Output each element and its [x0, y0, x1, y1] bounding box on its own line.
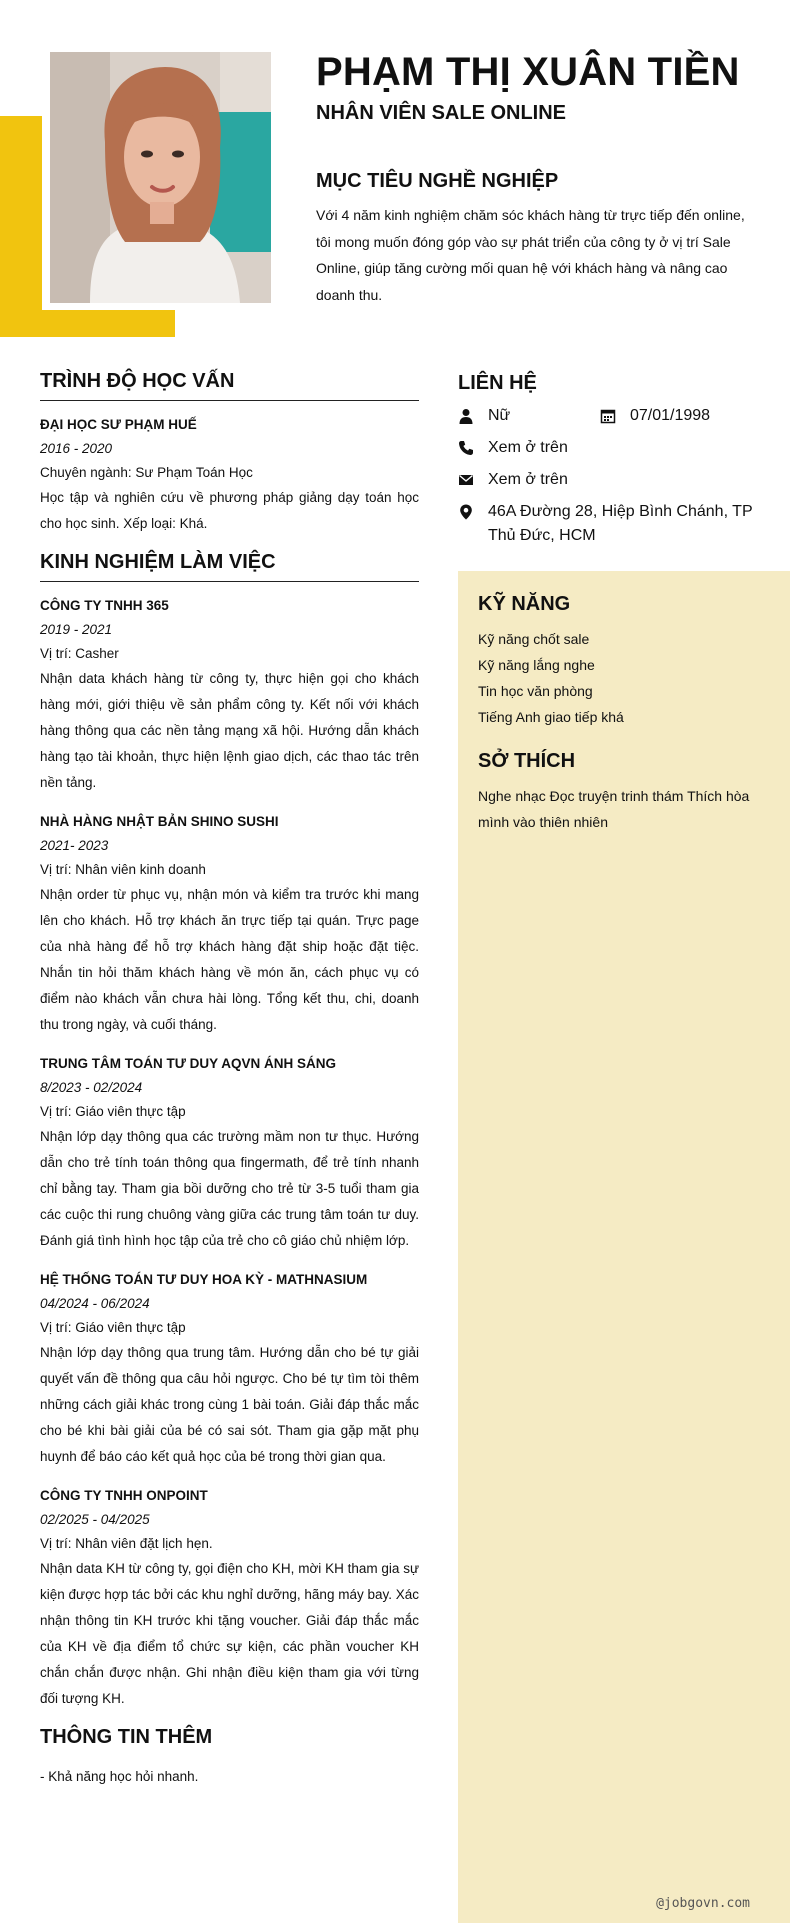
hobbies-title: SỞ THÍCH — [478, 750, 576, 772]
education-desc: Học tập và nghiên cứu về phương pháp giảng dạy toán học cho học sinh. Xếp loại: Khá. — [40, 490, 419, 531]
profile-photo-illustration — [50, 52, 271, 303]
phone-icon — [458, 440, 474, 456]
accent-bar-vertical — [0, 116, 42, 337]
experience-company: NHÀ HÀNG NHẬT BẢN SHINO SUSHI — [40, 814, 279, 829]
experience-company: CÔNG TY TNHH 365 — [40, 598, 169, 613]
experience-entry — [40, 1268, 419, 1470]
contact-address — [458, 500, 758, 548]
objective-text: Với 4 năm kinh nghiệm chăm sóc khách hàng từ trực tiếp đến online, tôi mong muốn đóng góp vào sự phát triển của công ty ở vị trí Sale Online, giúp tăng cường mối quan hệ với khách hàng và nâng cao doanh thu. — [316, 207, 745, 303]
experience-desc: Nhận lớp dạy thông qua trung tâm. Hướng dẫn cho bé tự giải quyết vấn đề thông qua câu hỏi ngược. Cho bé tự tìm tòi thêm những cách giải khác trong cùng 1 bài toán. Giải đáp thắc mắc cho bé khi bài giải của bé có sai sót. Tham gia gặp mặt phụ huynh để báo cáo kết quả học của bé trong thời gian qua. — [40, 1345, 419, 1464]
profile-photo — [50, 52, 271, 303]
location-pin-icon — [458, 504, 474, 520]
contact-phone — [458, 436, 568, 460]
contact-title: LIÊN HỆ — [458, 372, 537, 394]
contact-phone-value: Xem ở trên — [488, 439, 568, 456]
contact-email-value: Xem ở trên — [488, 471, 568, 488]
education-major: Chuyên ngành: Sư Phạm Toán Học — [40, 465, 253, 480]
contact-birthday — [600, 404, 710, 428]
contact-address-value: 46A Đường 28, Hiệp Bình Chánh, TP Thủ Đức, HCM — [488, 503, 753, 544]
experience-company: CÔNG TY TNHH ONPOINT — [40, 1488, 208, 1503]
contact-email — [458, 468, 568, 492]
extra-info-text: - Khả năng học hỏi nhanh. — [40, 1769, 199, 1784]
education-title: TRÌNH ĐỘ HỌC VẤN — [40, 370, 419, 401]
experience-desc: Nhận lớp dạy thông qua các trường mầm non tư thục. Hướng dẫn cho trẻ tính toán thông qua fingermath, để trẻ tính nhanh chỉ bằng tay. Tham gia bồi dưỡng cho trẻ từ 3-5 tuổi tham gia các cuộc thi rung chuông vàng giữa các trung tâm toán tư duy. Đánh giá tình hình học tập của trẻ cho cô giáo chủ nhiệm lớp. — [40, 1129, 419, 1248]
experience-dates: 04/2024 - 06/2024 — [40, 1296, 150, 1311]
experience-desc: Nhận data KH từ công ty, gọi điện cho KH, mời KH tham gia sự kiện được hợp tác bởi các khu nghỉ dưỡng, hãng máy bay. Xác nhận thông tin KH trước khi tặng voucher. Giải đáp thắc mắc của KH về địa điểm tổ chức sự kiện, các phần voucher KH chắn chắn được nhận. Ghi nhận điều kiện tham gia với từng đối tượng KH. — [40, 1561, 419, 1706]
skills-title: KỸ NĂNG — [478, 593, 571, 615]
experience-position: Vị trí: Casher — [40, 646, 119, 661]
education-school: ĐẠI HỌC SƯ PHẠM HUẾ — [40, 417, 197, 432]
skill-item: Tin học văn phòng — [478, 683, 593, 699]
experience-dates: 02/2025 - 04/2025 — [40, 1512, 150, 1527]
candidate-role: NHÂN VIÊN SALE ONLINE — [316, 102, 567, 124]
objective-title: MỤC TIÊU NGHỀ NGHIỆP — [316, 170, 559, 192]
experience-position: Vị trí: Nhân viên kinh doanh — [40, 862, 206, 877]
experience-position: Vị trí: Giáo viên thực tập — [40, 1320, 186, 1335]
experience-entry — [40, 810, 419, 1038]
person-icon — [458, 408, 474, 424]
accent-bar-horizontal — [0, 310, 175, 337]
experience-dates: 2019 - 2021 — [40, 622, 113, 637]
skill-item: Kỹ năng lắng nghe — [478, 657, 595, 673]
experience-title: KINH NGHIỆM LÀM VIỆC — [40, 551, 419, 582]
calendar-icon — [600, 408, 616, 424]
experience-entry — [40, 1052, 419, 1254]
skill-item: Kỹ năng chốt sale — [478, 631, 590, 647]
experience-position: Vị trí: Giáo viên thực tập — [40, 1104, 186, 1119]
hobbies-text: Nghe nhạc Đọc truyện trinh thám Thích hòa mình vào thiên nhiên — [478, 788, 750, 830]
experience-desc: Nhận order từ phục vụ, nhận món và kiểm tra trước khi mang lên cho khách. Hỗ trợ khách ăn trực tiếp tại quán. Trực page của nhà hàng để hỗ trợ khách hàng đặt ship hoặc đặt tiệc. Nhắn tin hỏi thăm khách hàng về món ăn, cách phục vụ có điểm nào khách vẫn chưa hài lòng. Tổng kết thu, chi, doanh thu trong ngày, và cuối tháng. — [40, 887, 419, 1032]
experience-entry — [40, 1484, 419, 1712]
watermark: @jobgovn.com — [656, 1896, 750, 1911]
left-column — [40, 370, 419, 1789]
extra-info-title: THÔNG TIN THÊM — [40, 1726, 213, 1748]
experience-desc: Nhận data khách hàng từ công ty, thực hiện gọi cho khách hàng mới, giới thiệu về sản phẩm công ty. Kết nối với khách hàng thông qua các nền tảng mạng xã hội. Hướng dẫn khách hàng tạo tài khoản, thực hiện lệnh giao dịch, các thao tác trên nền tảng. — [40, 671, 419, 790]
education-entry — [40, 413, 419, 537]
education-dates: 2016 - 2020 — [40, 441, 113, 456]
contact-gender — [458, 404, 510, 428]
contact-gender-value: Nữ — [488, 407, 511, 424]
contact-birthday-value: 07/01/1998 — [630, 407, 711, 424]
mail-icon — [458, 472, 474, 488]
experience-dates: 8/2023 - 02/2024 — [40, 1080, 143, 1095]
experience-entry — [40, 594, 419, 796]
candidate-name: PHẠM THỊ XUÂN TIỀN — [316, 50, 740, 94]
skill-item: Tiếng Anh giao tiếp khá — [478, 709, 624, 725]
side-panel — [458, 571, 790, 1923]
experience-dates: 2021- 2023 — [40, 838, 109, 853]
experience-company: TRUNG TÂM TOÁN TƯ DUY AQVN ÁNH SÁNG — [40, 1056, 336, 1071]
experience-company: HỆ THỐNG TOÁN TƯ DUY HOA KỲ - MATHNASIUM — [40, 1272, 368, 1287]
experience-position: Vị trí: Nhân viên đặt lịch hẹn. — [40, 1536, 213, 1551]
